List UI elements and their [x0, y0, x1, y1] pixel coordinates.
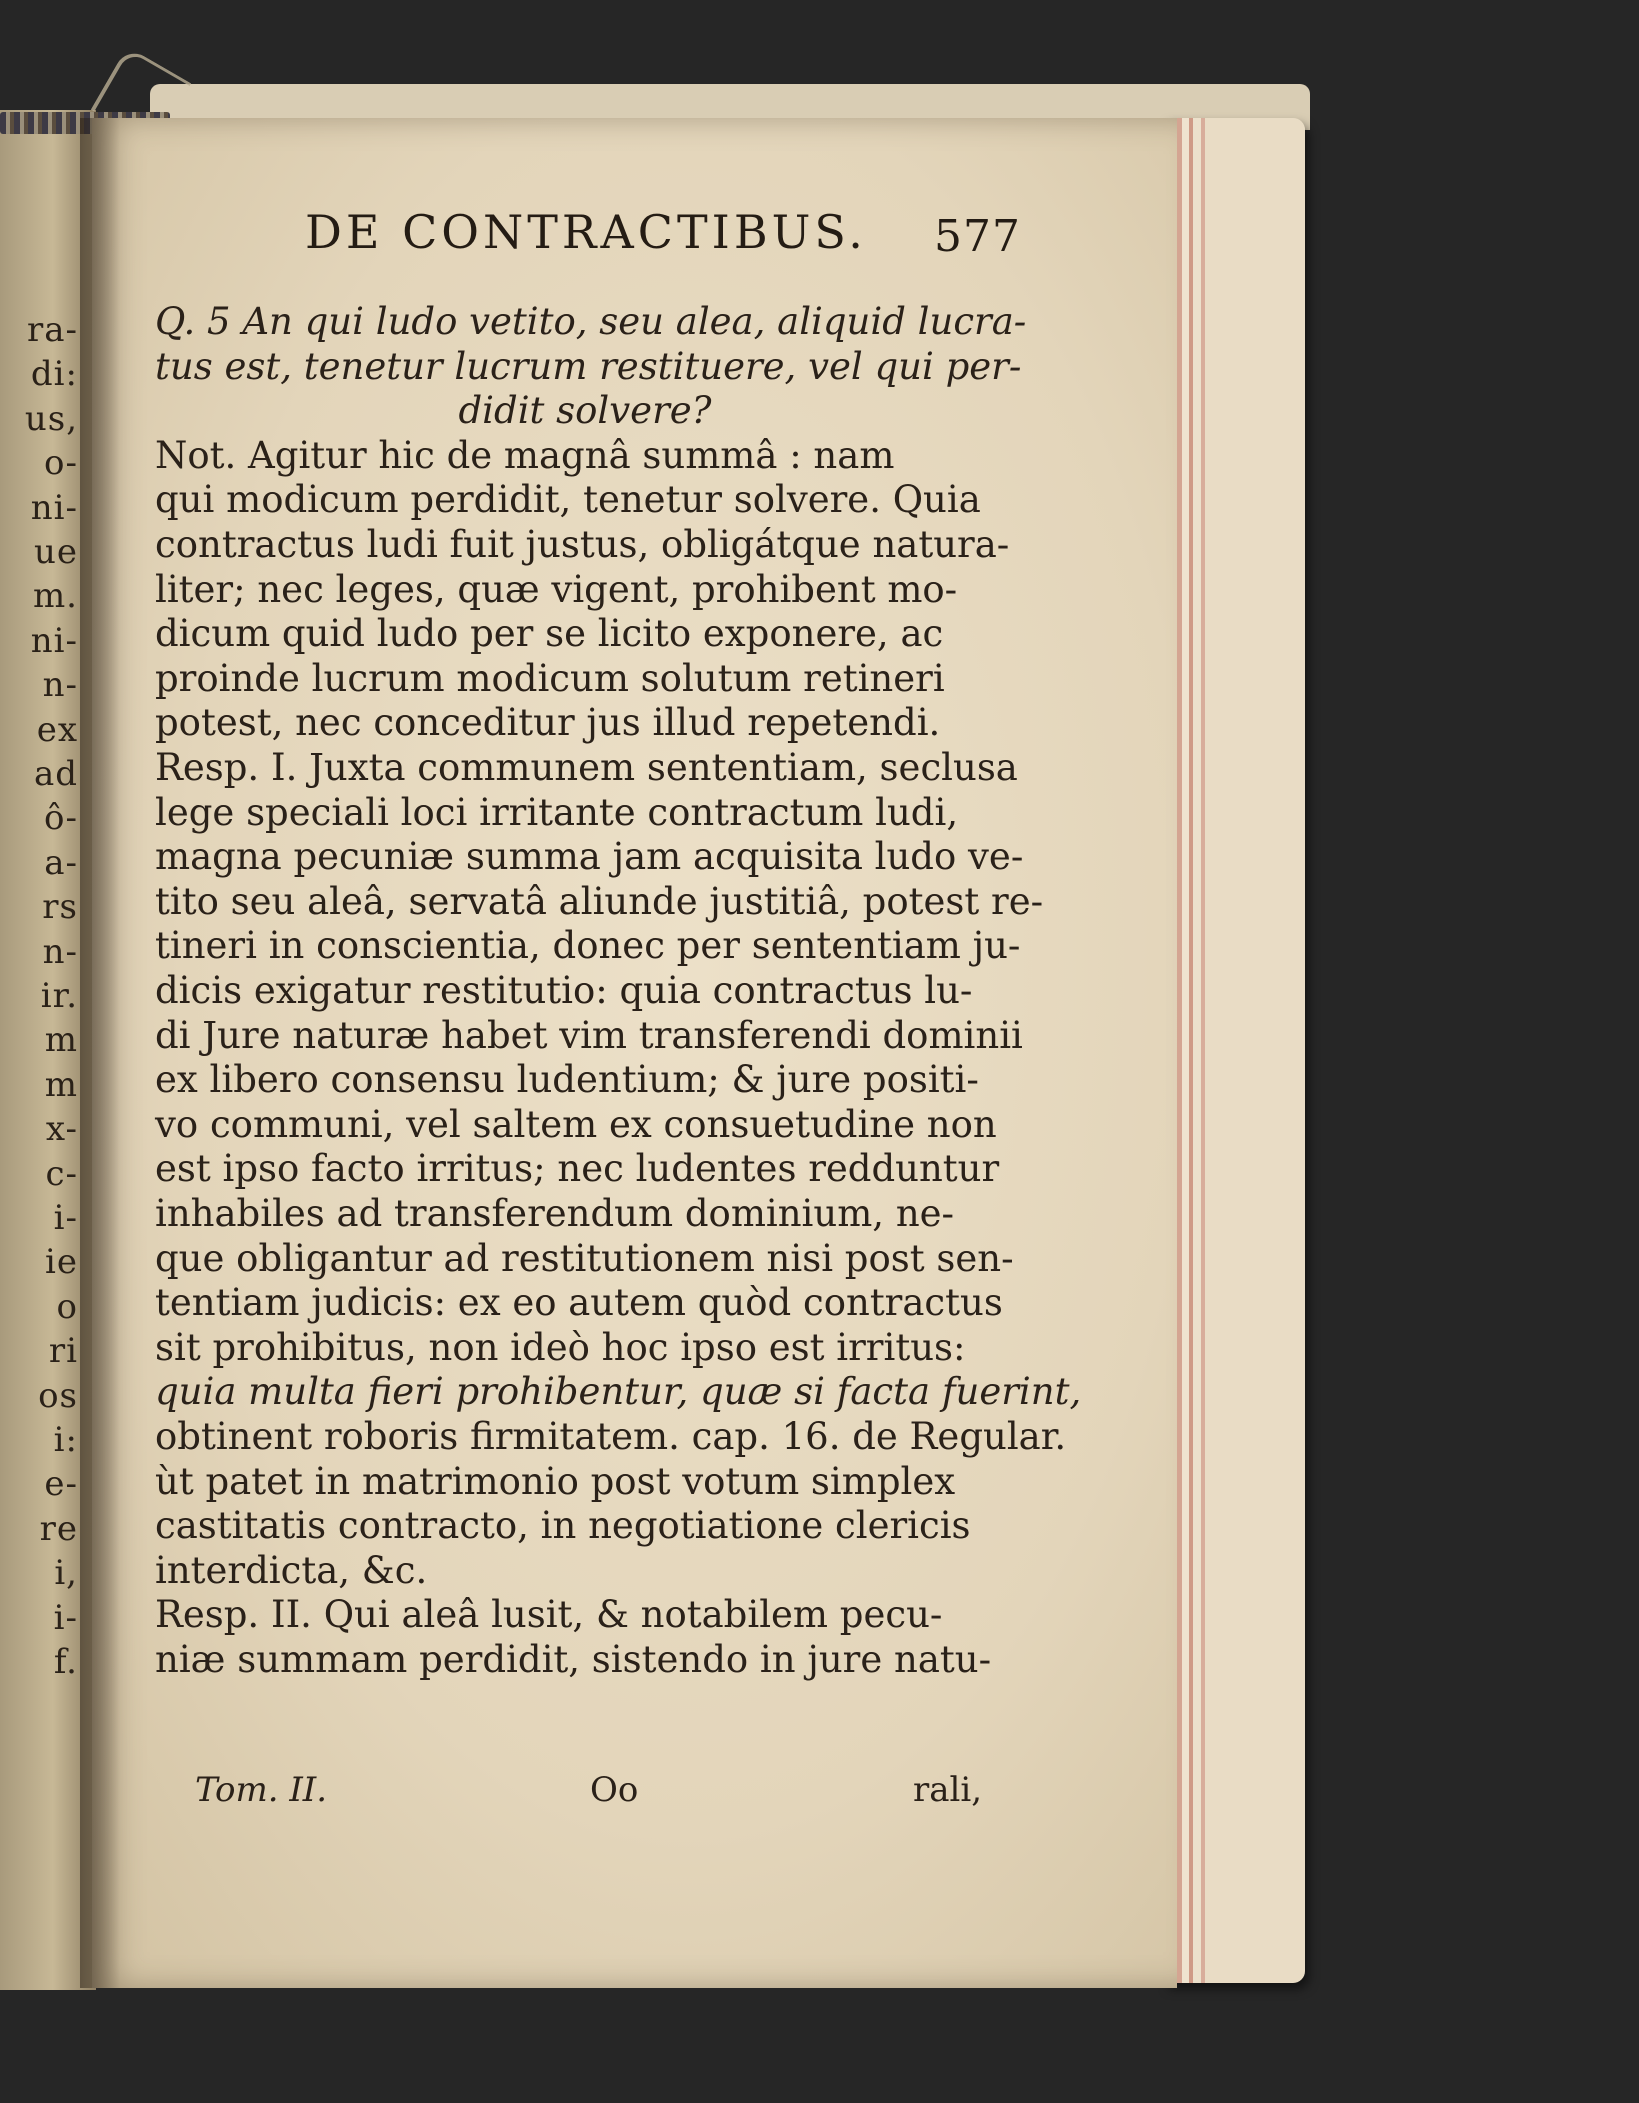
facing-page-fragment-text: ri: [48, 1331, 78, 1372]
volume-label: Tom. II.: [195, 1770, 328, 1810]
facing-page-fragment-text: m: [44, 1020, 78, 1061]
facing-page-fragment-text: ni-: [30, 620, 78, 661]
facing-page-fragment-text: n-: [42, 665, 78, 706]
text-line: dicis exigatur restitutio: quia contractus lu-: [155, 969, 973, 1012]
text-line: sit prohibitus, non ideò hoc ipso est irritus:: [155, 1325, 966, 1369]
gutter-shadow: [80, 118, 120, 1988]
facing-page-fragment-text: f.: [53, 1642, 78, 1682]
catchword: rali,: [913, 1770, 983, 1810]
text-line: tus est, tenetur lucrum restituere, vel qui per-: [155, 344, 1022, 388]
facing-page-fragment-text: o-: [44, 443, 78, 484]
facing-page-fragment-text: di:: [30, 354, 78, 395]
text-line: potest, nec conceditur jus illud repetendi.: [155, 701, 941, 745]
facing-page-fragment-text: ex: [36, 709, 78, 750]
text-line: qui modicum perdidit, tenetur solvere. Quia: [155, 478, 981, 522]
facing-page-fragment-text: ue: [33, 532, 78, 572]
facing-page-fragment-text: m: [44, 1064, 78, 1105]
facing-page-fragment-text: i-: [53, 1198, 78, 1238]
text-line: proinde lucrum modicum solutum retineri: [155, 656, 945, 700]
text-line: niæ summam perdidit, sistendo in jure natu-: [155, 1638, 992, 1681]
text-line: dicum quid ludo per se licito exponere, ac: [155, 612, 944, 656]
facing-page-fragment-text: ie: [45, 1242, 78, 1283]
facing-page-fragment-text: ir.: [40, 976, 78, 1016]
running-head-title: DE CONTRACTIBUS.: [305, 205, 867, 259]
facing-page-fragment-text: ô-: [44, 798, 78, 839]
text-line: inhabiles ad transferendum dominium, ne-: [155, 1192, 955, 1235]
facing-page-fragment-text: ad: [33, 754, 78, 794]
facing-page-fragment-text: e-: [44, 1464, 78, 1505]
text-line: magna pecuniæ summa jam acquisita ludo ve-: [155, 835, 1024, 879]
text-line: Resp. I. Juxta communem sententiam, seclusa: [155, 746, 1018, 789]
text-line: contractus ludi fuit justus, obligátque natura-: [155, 523, 1010, 566]
facing-page-fragment-text: rs: [42, 887, 78, 928]
text-line: est ipso facto irritus; nec ludentes redduntur: [155, 1147, 1000, 1191]
text-line: quia multa fieri prohibentur, quæ si facta fuerint,: [155, 1370, 1082, 1414]
text-line: Resp. II. Qui aleâ lusit, & notabilem pecu-: [155, 1593, 943, 1637]
facing-page-fragment-text: ni-: [30, 487, 78, 528]
text-line: tentiam judicis: ex eo autem quòd contractus: [155, 1281, 1003, 1325]
text-line: liter; nec leges, quæ vigent, prohibent mo-: [155, 567, 958, 611]
text-line: di Jure naturæ habet vim transferendi dominii: [155, 1013, 1023, 1057]
text-line: castitatis contracto, in negotiatione clericis: [155, 1504, 971, 1548]
facing-page-fragment-text: n-: [42, 931, 78, 972]
text-line: tineri in conscientia, donec per sententiam ju-: [155, 924, 1021, 968]
facing-page-fragment-text: i:: [53, 1420, 78, 1460]
facing-page-fragment-text: i,: [54, 1553, 78, 1594]
facing-page-fragment-text: x-: [45, 1109, 78, 1150]
facing-page-fragment-text: i-: [53, 1597, 78, 1638]
page-number: 577: [934, 211, 1021, 262]
facing-page-fragment-text: a-: [44, 842, 78, 883]
text-line: Not. Agitur hic de magnâ summâ : nam: [155, 433, 895, 477]
text-line: tito seu aleâ, servatâ aliunde justitiâ, potest re-: [155, 879, 1044, 923]
facing-page-fragment-text: c-: [45, 1153, 78, 1194]
facing-page-fragment-text: ra-: [26, 310, 78, 350]
signature-mark: Oo: [590, 1770, 639, 1810]
text-line: ex libero consensu ludentium; & jure positi-: [155, 1058, 979, 1102]
facing-page-fragment-text: o: [56, 1286, 78, 1327]
text-line: ùt patet in matrimonio post votum simplex: [155, 1459, 956, 1503]
text-line: interdicta, &c.: [155, 1548, 428, 1592]
text-line: lege speciali loci irritante contractum ludi,: [155, 790, 959, 834]
text-line: Q. 5 An qui ludo vetito, seu alea, aliquid lucra-: [155, 300, 1027, 343]
facing-page-fragment-text: os: [38, 1375, 78, 1416]
facing-page-fragment-text: us,: [24, 398, 78, 439]
text-line: obtinent roboris firmitatem. cap. 16. de Regular.: [155, 1415, 1067, 1458]
text-line: didit solvere?: [458, 389, 712, 433]
facing-page-fragment-text: re: [39, 1508, 78, 1549]
facing-page-fragment-text: m.: [32, 576, 78, 617]
text-line: vo communi, vel saltem ex consuetudine non: [155, 1102, 997, 1146]
text-line: que obligantur ad restitutionem nisi post sen-: [155, 1236, 1014, 1280]
page-edges: [1165, 118, 1305, 1983]
